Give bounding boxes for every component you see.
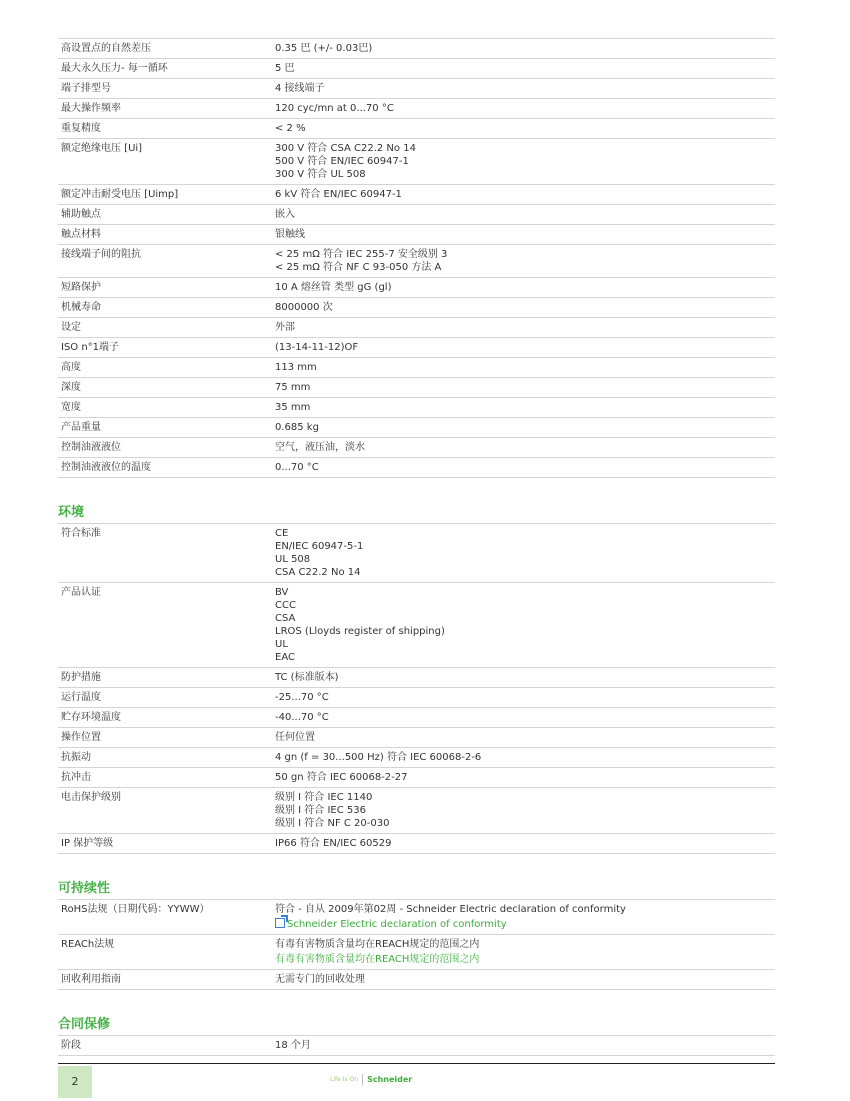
value-line: 75 mm (275, 382, 311, 393)
row-label: 设定 (58, 318, 272, 338)
row-value (272, 79, 775, 99)
row-value (272, 139, 775, 185)
value-line: 6 kV 符合 EN/IEC 60947-1 (275, 189, 402, 200)
row-value (272, 338, 775, 358)
spec-sheet (58, 38, 775, 1056)
row-value (272, 119, 775, 139)
row-label: 额定冲击耐受电压 [Uimp] (58, 185, 272, 205)
row-label: 接线端子间的阻抗 (58, 245, 272, 278)
row-value (272, 185, 775, 205)
row-value (272, 935, 775, 970)
row-label: 运行温度 (58, 688, 272, 708)
value-line: 0.685 kg (275, 422, 319, 433)
table-row (58, 99, 775, 119)
row-label: 辅助触点 (58, 205, 272, 225)
row-label: IP 保护等级 (58, 834, 272, 854)
table-row (58, 139, 775, 185)
table-row (58, 358, 775, 378)
value-line: 任何位置 (275, 732, 315, 743)
value-line: < 25 mΩ 符合 NF C 93-050 方法 A (275, 262, 442, 273)
section-title-environment: 环境 (58, 505, 85, 520)
row-value (272, 834, 775, 854)
row-label: 操作位置 (58, 728, 272, 748)
value-line: < 25 mΩ 符合 IEC 255-7 安全级别 3 (275, 249, 448, 260)
table-row (58, 788, 775, 834)
value-line: 35 mm (275, 402, 311, 413)
value-line: BV (275, 587, 289, 598)
row-value (272, 900, 775, 935)
row-label: 深度 (58, 378, 272, 398)
spec-table-main (58, 38, 775, 478)
value-line: 级别 I 符合 IEC 536 (275, 805, 367, 816)
row-value (272, 688, 775, 708)
table-row (58, 668, 775, 688)
external-document-icon (275, 918, 285, 928)
row-value (272, 583, 775, 668)
row-label: 防护措施 (58, 668, 272, 688)
value-line: 级别 I 符合 IEC 1140 (275, 792, 373, 803)
row-label: 抗振动 (58, 748, 272, 768)
row-label: 高设置点的自然差压 (58, 39, 272, 59)
value-line: CCC (275, 600, 296, 611)
value-line: 300 V 符合 CSA C22.2 No 14 (275, 143, 416, 154)
table-row (58, 418, 775, 438)
table-row (58, 278, 775, 298)
table-row (58, 524, 775, 583)
value-line: UL (275, 639, 288, 650)
table-row (58, 298, 775, 318)
row-label: 回收利用指南 (58, 970, 272, 990)
row-value: 无需专门的回收处理 (272, 970, 775, 990)
table-row (58, 59, 775, 79)
rohs-value: 符合 - 自从 2009年第02周 - Schneider Electric declaration of conformity (275, 904, 626, 915)
row-value (272, 358, 775, 378)
table-row (58, 338, 775, 358)
table-row (58, 398, 775, 418)
spec-table-warranty (58, 1035, 775, 1056)
row-label: 高度 (58, 358, 272, 378)
value-line: (13-14-11-12)OF (275, 342, 359, 353)
row-value (272, 788, 775, 834)
table-row (58, 708, 775, 728)
brand-tagline: Life Is On (330, 1076, 359, 1083)
rohs-link-text: Schneider Electric declaration of conformity (287, 919, 507, 930)
row-label: REACh法规 (58, 935, 272, 970)
row-value (272, 59, 775, 79)
row-value (272, 524, 775, 583)
table-row (58, 225, 775, 245)
page-number: 2 (58, 1066, 92, 1098)
row-label: 抗冲击 (58, 768, 272, 788)
page-footer (58, 1063, 775, 1101)
spec-table-environment (58, 523, 775, 854)
table-row (58, 935, 775, 970)
value-line: 4 gn (f = 30...500 Hz) 符合 IEC 60068-2-6 (275, 752, 482, 763)
row-label: 最大操作频率 (58, 99, 272, 119)
value-line: CSA C22.2 No 14 (275, 567, 361, 578)
value-line: 银触线 (275, 229, 305, 240)
row-label: 电击保护级别 (58, 788, 272, 834)
row-label: 最大永久压力- 每一循环 (58, 59, 272, 79)
row-value (272, 398, 775, 418)
row-label: 短路保护 (58, 278, 272, 298)
value-line: LROS (Lloyds register of shipping) (275, 626, 445, 637)
table-row (58, 378, 775, 398)
reach-declaration-link[interactable]: 有毒有害物质含量均在REACH规定的范围之内 (275, 954, 480, 965)
value-line: 0...70 °C (275, 462, 319, 473)
row-label: 触点材料 (58, 225, 272, 245)
row-label: 产品重量 (58, 418, 272, 438)
value-line: EAC (275, 652, 295, 663)
value-line: TC (标准版本) (275, 672, 339, 683)
row-label: 符合标准 (58, 524, 272, 583)
table-row (58, 688, 775, 708)
table-row (58, 79, 775, 99)
value-line: 300 V 符合 UL 508 (275, 169, 366, 180)
row-value (272, 768, 775, 788)
value-line: 4 接线端子 (275, 83, 325, 94)
table-row (58, 119, 775, 139)
row-label: 重复精度 (58, 119, 272, 139)
value-line: 0.35 巴 (+/- 0.03巴) (275, 43, 373, 54)
table-row (58, 834, 775, 854)
row-label: 控制油液液位 (58, 438, 272, 458)
row-value (272, 99, 775, 119)
value-line: 8000000 次 (275, 302, 333, 313)
value-line: 10 A 熔丝管 类型 gG (gl) (275, 282, 392, 293)
table-row (58, 39, 775, 59)
row-value (272, 298, 775, 318)
row-value (272, 668, 775, 688)
table-row (58, 970, 775, 990)
row-value (272, 205, 775, 225)
table-row (58, 900, 775, 935)
value-line: CE (275, 528, 289, 539)
table-row (58, 185, 775, 205)
value-line: UL 508 (275, 554, 311, 565)
row-label: 机械寿命 (58, 298, 272, 318)
table-row (58, 583, 775, 668)
row-value (272, 225, 775, 245)
value-line: 50 gn 符合 IEC 60068-2-27 (275, 772, 408, 783)
value-line: 嵌入 (275, 209, 295, 220)
value-line: -25...70 °C (275, 692, 329, 703)
value-line: CSA (275, 613, 296, 624)
value-line: EN/IEC 60947-5-1 (275, 541, 364, 552)
reach-value: 有毒有害物质含量均在REACH规定的范围之内 (275, 939, 480, 950)
table-row (58, 438, 775, 458)
value-line: 5 巴 (275, 63, 295, 74)
value-line: 113 mm (275, 362, 317, 373)
brand-logo (330, 1074, 412, 1088)
row-value (272, 318, 775, 338)
row-label: 贮存环境温度 (58, 708, 272, 728)
row-value (272, 438, 775, 458)
value-line: < 2 % (275, 123, 306, 134)
row-label: 产品认证 (58, 583, 272, 668)
row-label: 控制油液液位的温度 (58, 458, 272, 478)
row-value (272, 245, 775, 278)
row-value: 18 个月 (272, 1036, 775, 1056)
section-title-warranty: 合同保修 (58, 1017, 111, 1032)
table-row (58, 458, 775, 478)
row-label: 阶段 (58, 1036, 272, 1056)
section-title-sustainability: 可持续性 (58, 881, 111, 896)
value-line: 级别 I 符合 NF C 20-030 (275, 818, 390, 829)
row-value (272, 728, 775, 748)
value-line: IP66 符合 EN/IEC 60529 (275, 838, 392, 849)
table-row (58, 1036, 775, 1056)
table-row (58, 245, 775, 278)
table-row (58, 768, 775, 788)
table-row (58, 748, 775, 768)
rohs-declaration-link[interactable] (275, 918, 772, 931)
row-value (272, 708, 775, 728)
row-value (272, 748, 775, 768)
value-line: 500 V 符合 EN/IEC 60947-1 (275, 156, 409, 167)
table-row (58, 728, 775, 748)
row-value (272, 39, 775, 59)
brand-divider (362, 1074, 363, 1085)
table-row (58, 318, 775, 338)
row-label: 端子排型号 (58, 79, 272, 99)
value-line: 外部 (275, 322, 295, 333)
row-label: 额定绝缘电压 [Ui] (58, 139, 272, 185)
table-row (58, 205, 775, 225)
row-value (272, 378, 775, 398)
value-line: 120 cyc/mn at 0...70 °C (275, 103, 394, 114)
row-value (272, 458, 775, 478)
schneider-logo: Schneider (367, 1075, 413, 1084)
row-value (272, 418, 775, 438)
row-label: RoHS法规（日期代码：YYWW） (58, 900, 272, 935)
row-label: 宽度 (58, 398, 272, 418)
row-value (272, 278, 775, 298)
spec-table-sustainability (58, 899, 775, 990)
row-label: ISO n°1端子 (58, 338, 272, 358)
value-line: 空气，液压油，淡水 (275, 442, 365, 453)
value-line: -40...70 °C (275, 712, 329, 723)
